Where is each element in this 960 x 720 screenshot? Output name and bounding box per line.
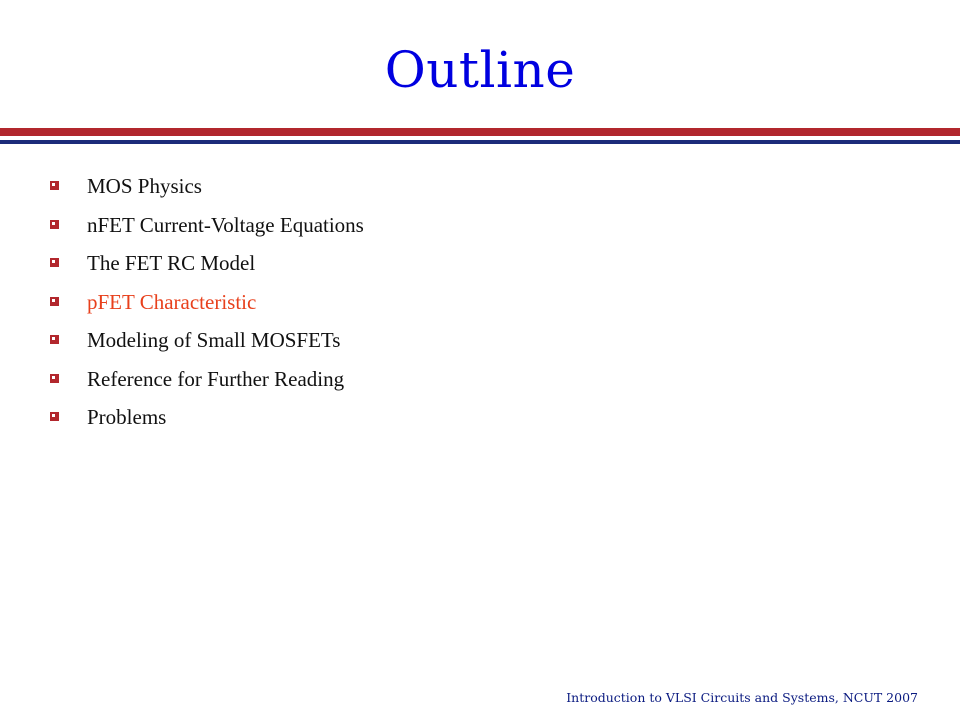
outline-item-small-mosfets (50, 324, 364, 363)
slide-title: Outline (384, 41, 576, 99)
outline-item-label: Modeling of Small MOSFETs (87, 328, 341, 352)
outline-item-nfet-equations (50, 209, 364, 248)
outline-item-label: Reference for Further Reading (87, 366, 345, 391)
outline-item-label: The FET RC Model (87, 251, 256, 275)
square-bullet-icon (50, 297, 59, 306)
square-bullet-icon (50, 412, 59, 421)
square-bullet-icon (50, 258, 59, 267)
outline-item-label: MOS Physics (87, 174, 202, 198)
square-bullet-icon (50, 335, 59, 344)
outline-item-fet-rc-model (50, 247, 364, 286)
outline-item-label: pFET Characteristic (87, 289, 257, 314)
outline-item-problems (50, 401, 364, 440)
outline-list (50, 170, 364, 440)
slide-footer: Introduction to VLSI Circuits and Systems, NCUT 2007 (566, 690, 918, 705)
outline-item-further-reading (50, 363, 364, 402)
outline-item-mos-physics (50, 170, 364, 209)
outline-item-label: Problems (87, 405, 167, 429)
square-bullet-icon (50, 181, 59, 190)
square-bullet-icon (50, 220, 59, 229)
title-rule-red (0, 128, 960, 136)
outline-item-label: nFET Current-Voltage Equations (87, 212, 364, 237)
title-rule-blue (0, 140, 960, 144)
square-bullet-icon (50, 374, 59, 383)
outline-item-pfet-characteristic (50, 286, 364, 325)
